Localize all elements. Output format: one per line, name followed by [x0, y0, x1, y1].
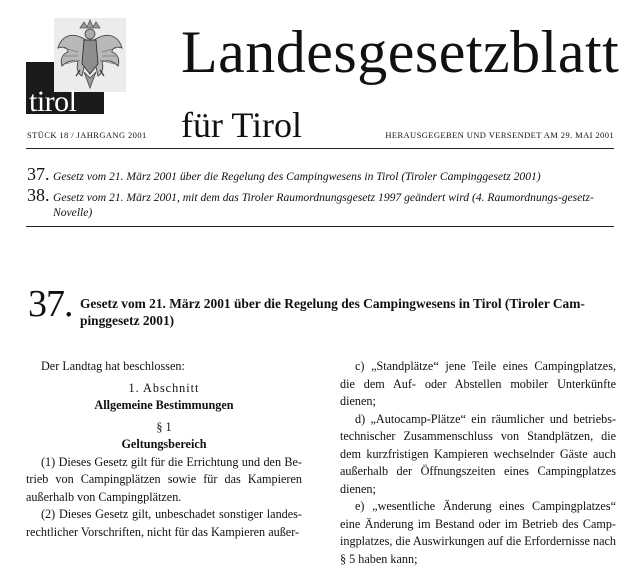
toc-entry	[27, 186, 617, 220]
publication-subtitle: für Tirol	[181, 105, 303, 145]
paragraph-title: Geltungsbereich	[121, 437, 207, 451]
enactment-clause: Der Landtag hat beschlossen:	[41, 359, 185, 373]
subsection-1: (1) Dieses Gesetz gilt für die Errichtung und den Be-trieb von Campingplätzen sowie für das Kampieren außerhalb von Campingplätzen.	[26, 454, 302, 504]
subsection-2: (2) Dieses Gesetz gilt, unbeschadet sonstiger landes-rechtlicher Vorschriften, nicht für das Kampieren außer-	[26, 507, 302, 539]
issue-info: STÜCK 18 / JAHRGANG 2001	[27, 130, 147, 140]
right-column	[340, 358, 616, 568]
paragraph-number: § 1	[156, 419, 172, 434]
section-title: Allgemeine Bestimmungen	[94, 398, 234, 412]
table-of-contents	[27, 165, 617, 222]
toc-number: 37.	[27, 164, 50, 184]
publication-title: Landesgesetzblatt	[181, 19, 620, 85]
toc-title: Gesetz vom 21. März 2001 über die Regelung des Campingwesens in Tirol (Tiroler Campinggesetz 2001)	[53, 170, 541, 183]
logo-text: tirol	[29, 85, 77, 118]
law-heading	[28, 283, 618, 329]
header-divider	[26, 148, 614, 149]
toc-number: 38.	[27, 185, 50, 205]
publication-date: HERAUSGEGEBEN UND VERSENDET AM 29. MAI 2001	[385, 130, 614, 140]
toc-divider	[26, 226, 614, 227]
section-number: 1. Abschnitt	[128, 380, 200, 395]
definition-d: d) „Autocamp-Plätze“ ein räumlicher und betriebs-technischer Zusammenschluss von Standplätzen, die dem kurzfristigen Kampieren wechselnder Gäste auch außerhalb der Öffnungszeiten eines Campingplatzes dienen;	[340, 411, 616, 496]
left-column	[26, 358, 302, 541]
definition-e: e) „wesentliche Änderung eines Campingplatzes“ eine Änderung im Bestand oder im Betrieb des Camp-ingplatzes, die Auswirkungen auf die Erfordernisse nach § 5 haben kann;	[340, 499, 616, 566]
law-title: Gesetz vom 21. März 2001 über die Regelung des Campingwesens in Tirol (Tiroler Cam-pinggesetz 2001)	[80, 296, 585, 328]
toc-title: Gesetz vom 21. März 2001, mit dem das Tiroler Raumordnungsgesetz 1997 geändert wird (4. Raumordnungs-gesetz-Novelle)	[53, 191, 594, 219]
toc-entry	[27, 165, 617, 184]
law-number: 37.	[28, 283, 73, 325]
tyrolean-eagle-icon	[54, 18, 126, 92]
definition-c: c) „Standplätze“ jene Teile eines Campingplatzes, die dem Auf- oder Abstellen mobiler Unterkünfte dienen;	[340, 359, 616, 408]
